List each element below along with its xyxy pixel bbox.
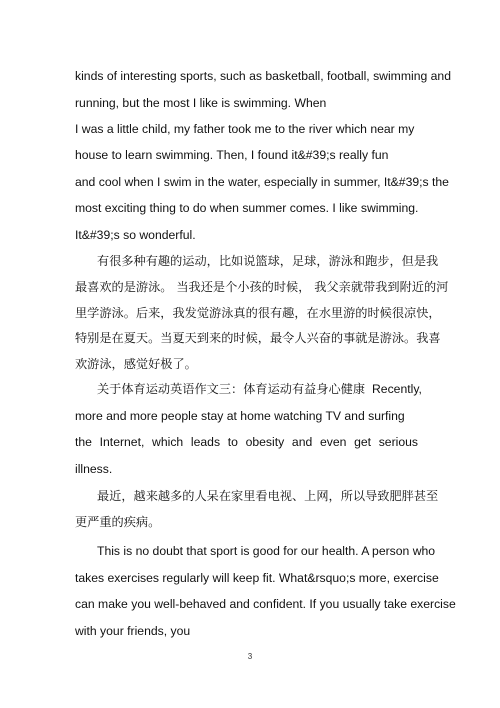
text-line-7: It&#39;s so wonderful. <box>75 228 196 242</box>
text-line-13: can make you well-behaved and confident. If you usually take exercise <box>75 597 456 611</box>
text-line-8: more and more people stay at home watching TV and surfing <box>75 409 405 423</box>
section-heading: 关于体育运动英语作文三：体育运动有益身心健康 <box>97 382 366 396</box>
chinese-line-5: 欢游泳，感觉好极了。 <box>75 357 197 371</box>
text-line-4: house to learn swimming. Then, I found it&#39;s really fun <box>75 148 389 162</box>
chinese-line-3: 里学游泳。后来，我发觉游泳真的很有趣，在水里游的时候很凉快， <box>75 306 441 320</box>
text-line-12: takes exercises regularly will keep fit. What&rsquo;s more, exercise <box>75 571 439 585</box>
chinese-line-6: 最近，越来越多的人呆在家里看电视、上网，所以导致肥胖甚至 <box>97 489 439 503</box>
text-line-3: I was a little child, my father took me to the river which near my <box>75 122 415 136</box>
chinese-line-1: 有很多种有趣的运动，比如说篮球，足球，游泳和跑步，但是我 <box>97 254 439 268</box>
text-line-1: kinds of interesting sports, such as basketball, football, swimming and <box>75 69 451 83</box>
text-line-5: and cool when I swim in the water, especially in summer, It&#39;s the <box>75 175 449 189</box>
text-line-14: with your friends, you <box>75 624 191 638</box>
text-line-11: This is no doubt that sport is good for our health. A person who <box>97 544 436 558</box>
text-line-2: running, but the most I like is swimming. When <box>75 96 327 110</box>
text-line-10: illness. <box>75 462 113 476</box>
chinese-line-4: 特别是在夏天。当夏天到来的时候，最令人兴奋的事就是游泳。我喜 <box>75 331 441 345</box>
chinese-line-7: 更严重的疾病。 <box>75 515 161 529</box>
text-line-6: most exciting thing to do when summer comes. I like swimming. <box>75 201 419 215</box>
page-number: 3 <box>247 652 253 661</box>
text-line-recently: Recently, <box>372 382 422 396</box>
chinese-line-2: 最喜欢的是游泳。 当我还是个小孩的时候， 我父亲就带我到附近的河 <box>75 280 449 294</box>
text-line-9: the Internet, which leads to obesity and even get serious <box>75 435 418 449</box>
